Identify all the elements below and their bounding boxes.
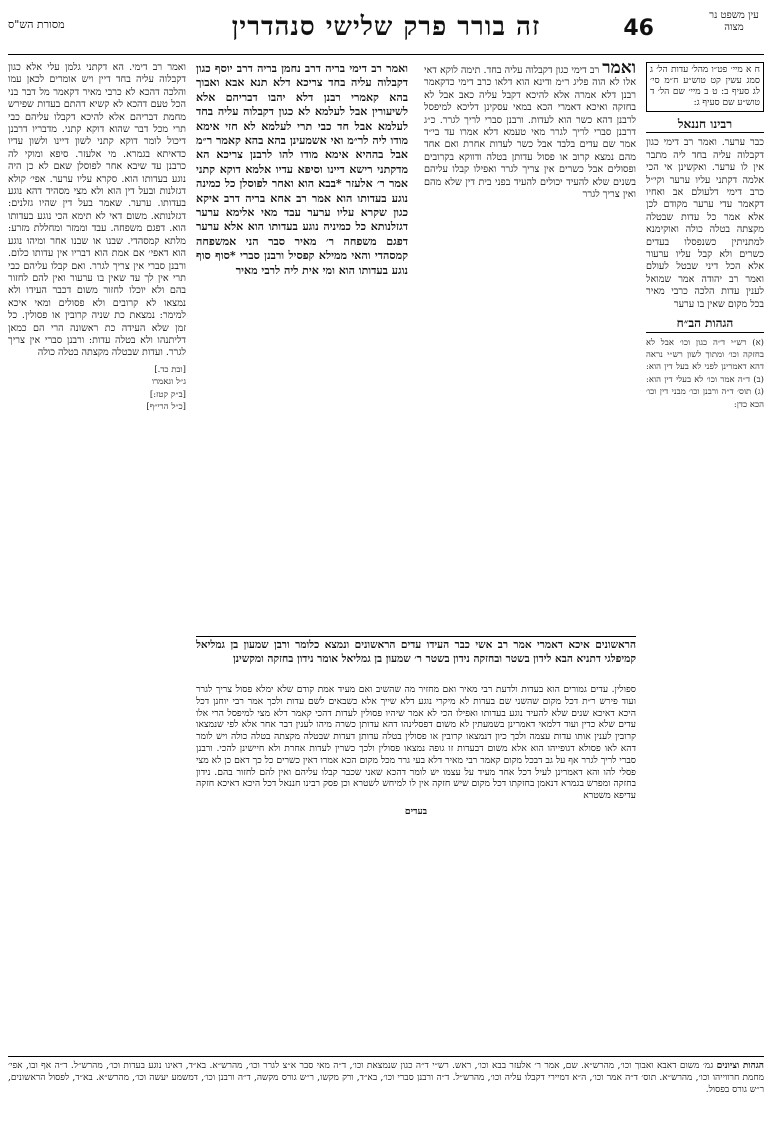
commentary-end-word: בעדים: [404, 805, 428, 817]
page-footer: [8, 1056, 764, 1096]
rabbeinu-chananel-title: רבינו חננאל: [646, 118, 764, 133]
hagahot-habach-title: הגהות הב״ח: [646, 317, 764, 332]
gemara-continuation: הראשונים איכא דאמרי אמר רב אשי כבר העידו עדים הראשונים ונמצא כלומר ורבן שמעון בן גמליאל קמיפלגי דתניא הבא לידון בשטר ובחזקה נידון בשטר ר׳ שמעון בן גמליאל אומר נידון בחזקה ומקשינן: [196, 636, 636, 685]
rashi-column: [8, 62, 186, 992]
opening-word: ואמר: [602, 62, 636, 78]
page-header: [8, 8, 764, 55]
mesoret-hashas-label: מסורת הש"ס: [8, 18, 65, 31]
margin-note-4: [כ״ל הרי״ף]: [146, 401, 186, 412]
tosafot-column: [424, 62, 636, 682]
lower-commentary: [196, 684, 636, 1044]
tosafot-text: רב דימי כגון דקבלוה עליה בחד. תימה לוקא דאי אלו לא הוה פליג ר״מ ודינא הוא דלאו כרב דימי כדקאמר רבנן דלא אמרה אלא להיכא דקבל עליה כאב אבל לא בחזקה ואיכא דאמרי הכא במאי עסקינן דליכא למיפסל לרבנן דהא כשר הוא לעדות. ורבנן סברי לריך לגרר. כ״ג דרבנן סברי לריך לגרר מאי טעמא דלא אמרו עד בי״ד אמר שם עדים בלבד אבל כשר לעדות אחרת ואם אחד מהם נמצא קרוב או פסול עדותן בטלה ודווקא בקרובים ופסולים אבל כשרים אין צריך לגרר ואפילו קבלו עליהם בשנים שלא להעיד יכולים להעיד בפני בית דין שלא מהם ואין צריך לגרר: [424, 65, 636, 201]
margin-note-3: [ב״ק קטז:]: [149, 389, 186, 400]
main-text-block: [196, 62, 636, 682]
rabbeinu-chananel-text: כבר ערער. ואמר רב דימי כגון דקבלוה עליה בחד ליה מתבר אין לו ערער. ואקשינן אי הכי אלמה דקתני עליו ערער וקי״ל כרב דימי דלעולם אב ואחיו דקאמר עדי ערער מקודם לכן אלא אמר כל עדות שבטלה מקצתה בטלה כולה ואוקימנא למתניתין כשנפסלו בעדים כשרים ולא קבל עליו ערעור אלא הכל דיני שבטל לעולם ואמר רב יהודה אמר שמואל לענין עדות הלכה כרבי מאיר בכל מקום שאין בו ערער: [646, 137, 764, 310]
margin-note-1: [ובת כד.]: [154, 364, 186, 375]
hagahot-habach-text: (א) רש״י ד״ה כגון וכו׳ אבל לא בחזקה וכו׳ ומתוך לשון רש״י נראה דהא דאמרינן לפני לא בעל דין הוא: (ב) ד״ה אמר וכו׳ לא בעלי דין הוא: (ג) תוס׳ ד״ה ורבנן וכו׳ מבני דין וכו׳ הכא כדן:: [646, 337, 764, 410]
ein-mishpat-label: עין משפט נר מצוה: [709, 10, 759, 33]
gemara-column: [196, 62, 408, 682]
footer-label: הגהות וציונים: [716, 1061, 764, 1071]
margin-note-2: ג״ל וגאמרו: [151, 377, 186, 388]
running-title: זה בורר פרק שלישי סנהדרין: [231, 12, 541, 42]
talmud-page: [8, 8, 764, 1117]
gemara-text: ואמר רב דימי בריה דרב נחמן בריה דרב יוסף כגון דקבלוה עליה בחד צריכא דלא תנא אבא ואבוך בהא קאמרי רבנן דלא יהבו דבריהם אלא לשיעורין אבל לעלמא לא כגון דקבלוה עליה בחד לעלמא אבל חד כבי תרי לעלמא לא חזי אימא מודו ליה לר״מ ואי אשמעינן בהא בהא קאמר ר״מ אבל בההיא אימא מודו להו לרבנן צריכא הא מדקתני רישא דיינו וסיפא עדיו אלמא דוקא קתני אמר ר׳ אלעזר *בבא הוא ואחר לפוסלן כל כמינה נוגע בעדותו הוא אמר רב אחא בריה דרב איקא כגון שקרא עליו ערער עבד מאי אלימא ערער דגזלנותא כל כמיניה נוגע בעדותו הוא אלא ערער דפגם משפחה ר׳ מאיר סבר הני אמשפחה קמסהדי והאי ממילא קפסיל ורבנן סברי *סוף סוף נוגע בעדותו הוא ומי אית ליה לרבי מאיר: [196, 62, 408, 277]
ein-mishpat-entries: ח א מיי׳ פט״ו מהל׳ עדות הל׳ ג סמג עשין קט טוש״ע ח״מ סי׳ לג סעיף ב: ט ב מיי׳ שם הל׳ ד טוש״ע שם סעיף ג:: [646, 62, 764, 112]
page-number: 46: [623, 16, 654, 41]
right-column: [646, 62, 764, 992]
footer-text: גמ׳ משום דאבא ואבוך וכו׳, מהרש״א. שם, אמר ר׳ אלעזר בבא וכו׳, ראש. רש״י ד״ה כגון שנמצאת וכו׳, ד״ה מאי סבר א״צ לגרר וכו׳, מהרש״א. בא״ד, דאינו נוגע בעדות וכו׳, מהרש״ל. ד״ה אף ובו, אפי׳ מחמת חרווייהו וכו׳, מהרש״א. תוס׳ ד״ה אמר וכו׳, ה״א דמיירי דקבלו עליה וכו׳, מהרש״ל. ד״ה ורבנן סברי וכו׳, בא״ד, ורק מקשו, ר״ש גורס מקשה, ד״ה ורבנן וכו׳, דמשמע יעשה וכו׳, מהרש״א. בא״ד, לפסול הראשונים, ר״ש גורס בפסול.: [8, 1061, 764, 1095]
commentary-text: ספולין. עדים גמורים הוא בעדות ולדעת רבי מאיר ואם מחזיר מה שהשיב ואם מעיד אמת קודם שלא ימלא פסול צריך לגרר ועוד פירש ר״ת דכל מקום שהשני שם בעדות לא מיקרי נוגע דלא שייך אלא כשבאים לשם עדות ולכך אמר רבי יוחנן דכל היכא דאיכא שנים שלא להעיד נוגע בעדותו ואפילו הכי לא אמר שיהיו פסולין לעדות דהכי קאמר דלא מצי למיפסל הרי אלו עדים שלא כדין ועוד דלמאי דאמרינן בשמעתין לא משום דפסלינהו דהא עדותן כשרה מיהו לענין דבר אחר אלא לפי שנמצאו קרובין לענין אותו עדות עצמה ולכך כיון דנמצאו קרובין או פסולין בטלה עדותן דעדות שבטלה מקצתה בטלה כולה ויש לומר דהא לאו פסולא דגופייהו הוא אלא משום דבעדות זו גופה נמצאו פסולין ולכך כשרין לעדות אחרת ולא חיישינן להכי. ורבנן סברי לריך לגרר אף על גב דבכל מקום קאמר רבי מאיר דלא בעי גרר מכל מקום הכא אמרו דאין כשרים כל כך דאם כן לא מצי פסלי להו והא דאמרינן לעיל דכל אחד מעיד על עצמו יש לומר דהכא שאני שכבר קבלו עליהם ואין להם לחזור בהם. נידון בחזקה ומפרש בגמרא דנאמן בחזקתו דכל מקום שיש חזקה אין לו למיחש לשטרא וכן פסק רבינו חננאל דכל היכא דאיכא חזקה עדיפא משטרא: [196, 684, 636, 802]
rashi-text: ואמר רב דימי. הא דקתני גלמן עלי אלא כגון דקבלוה עליה בחד דיין ויש אומרים לכאן עמו והלכה דהכא לא כרבי מאיר דקאמר מל דבר בני הכל טעם דהכא לא קשיא דהתם בעדות שפירש מחמת דבריהם אלא להיכא דקבלו עליהם כבי תרי מכל דבר שהוא דוקא קתני. מדבריו דרבנן דיכול לומר דוקא קתני לשון דיינו ולשון עדיו כדאיתא בגמרא. מי אלעזר. סיפא ומוקי לה כרבנן עד שיבא אחר לפוסלן שאם לא כן היה נוגע בעדותו הוא. סקרא עליו ערער. אפי׳ קולא דגזלנות ובעל דין הוא ולא מצי מסהיד דהא נוגע בעדותו. ערער. שאמר בעל דין שהיו גזלנים: דגזלנותא. משום דאי לא תימא הכי נוגע בעדותו הוא. דפגם משפחה. עבד וממזר ומחללת מזרע: מלתא קמסהדי. שבנו או שבנו אחר ומיהו נוגע הוא דאפי׳ אם אמת הוא דבריו אין עדותו כלום. ורבנן סברי אין צריך לגרר. ואם קבלו עליהם כבי תרי אין לך עד שאין בו ערעור ואין להם לחזור בהם ולא יוכלו לחזור משום דכבר העידו ולא נמצאו לא קרובים ולא פסולים ומאי איכא למימר: נמצאת כת שניה קרובין או פסולין. כל זמן שלא העידה כת ראשונה הרי הם כמאן דליתנהו ולא בטלה עדות: ורבנן סברי אין צריך לגרר. ועדות שבטלה מקצתה בטלה כולה: [8, 62, 186, 359]
